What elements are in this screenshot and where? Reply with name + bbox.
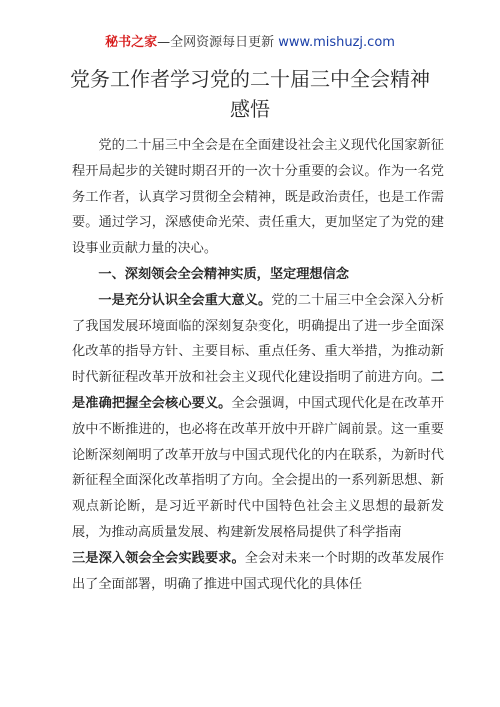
point-2-lead: 二是准确把握全会核心要义。: [72, 370, 444, 411]
intro-paragraph: 党的二十届三中全会是在全面建设社会主义现代化国家新征程开局起步的关键时期召开的一次十分重要的会议。作为一名党务工作者，认真学习贯彻全会精神，既是政治责任，也是工作需要。通过学习，深感使命光荣、责任重大，更加坚定了为党的建设事业贡献力量的决心。: [72, 138, 444, 257]
point-1-text: 党的二十届三中全会深入分析了我国发展环境面临的深刻复杂变化，明确提出了进一步全面深化改革的指导方针、主要目标、重点任务、重大举措，为推动新时代新征程改革开放和社会主义现代化建设指明了前进方向。: [72, 292, 444, 386]
section-heading-1: 一、深刻领会全会精神实质，坚定理想信念: [98, 266, 349, 282]
point-1-lead: 一是充分认识全会重大意义。: [98, 292, 272, 308]
site-url-link[interactable]: www.mishuzj.com: [278, 35, 395, 50]
title-line-1: 党务工作者学习党的二十届三中全会精神: [70, 67, 430, 91]
title-line-2: 感悟: [230, 97, 270, 121]
document-title: [60, 64, 440, 124]
site-brand: 秘书之家: [105, 35, 158, 50]
site-header: [0, 34, 500, 52]
point-3-text: 全会对未来一个时期的改革发展作出了全面部署，明确了推进中国式现代化的具体任: [72, 550, 445, 592]
section-1-paragraph: [72, 288, 444, 598]
point-2-text: 全会强调，中国式现代化是在改革开放中不断推进的，也必将在改革开放中开辟广阔前景。这一重要论断深刻阐明了改革开放与中国式现代化的内在联系，为新时代新征程全面深化改革指明了方向。全会提出的一系列新思想、新观点新论断，是习近平新时代中国特色社会主义思想的最新发展，为推动高质量发展、构建新发展格局提供了科学指南: [72, 395, 445, 540]
site-tagline: —全网资源每日更新: [157, 35, 275, 50]
document-body: [72, 133, 444, 597]
point-3-lead: 三是深入领会全会实践要求。: [72, 550, 245, 566]
